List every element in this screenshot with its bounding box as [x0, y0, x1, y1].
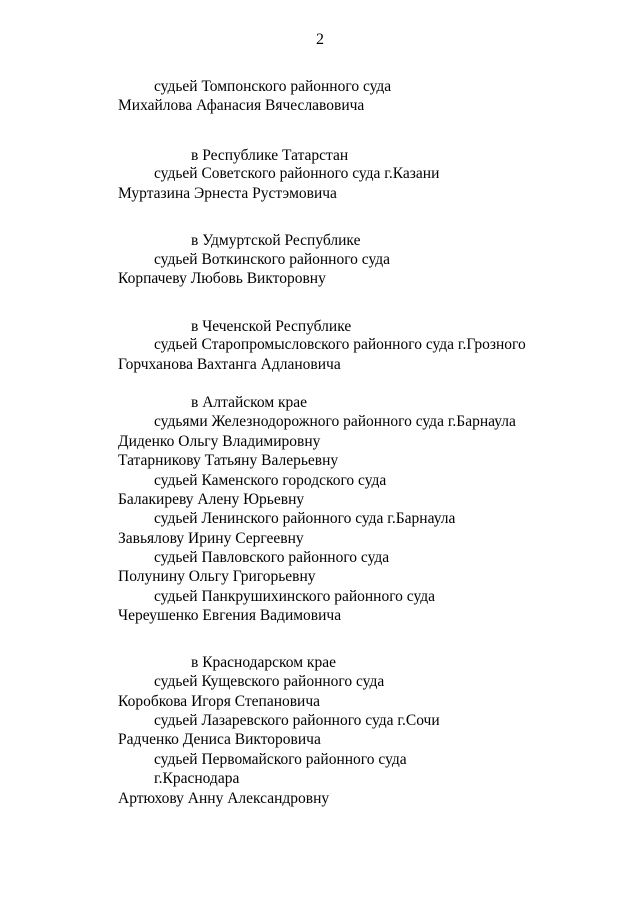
region-heading: в Алтайском крае	[191, 394, 308, 411]
court-line: судьей Павловского районного суда	[154, 549, 390, 566]
judge-name: Горчханова Вахтанга Адлановича	[118, 356, 341, 373]
court-line: судьей Томпонского районного суда	[154, 78, 392, 95]
court-line: г.Краснодара	[154, 770, 240, 787]
judge-name: Татарникову Татьяну Валерьевну	[118, 452, 339, 469]
page-number: 2	[316, 31, 324, 48]
judge-name: Радченко Дениса Викторовича	[118, 731, 321, 748]
court-line: судьей Лазаревского районного суда г.Сочи	[154, 712, 440, 729]
court-line: судьей Первомайского районного суда	[154, 751, 407, 768]
judge-name: Полунину Ольгу Григорьевну	[118, 568, 316, 585]
judge-name: Череушенко Евгения Вадимовича	[118, 607, 342, 624]
region-heading: в Республике Татарстан	[191, 147, 349, 164]
judge-name: Артюхову Анну Александровну	[118, 790, 330, 807]
judge-name: Коробкова Игоря Степановича	[118, 693, 321, 710]
judge-name: Балакиреву Алену Юрьевну	[118, 491, 305, 508]
court-line: судьей Советского районного суда г.Казани	[154, 165, 440, 182]
court-line: судьей Панкрушихинского районного суда	[154, 588, 436, 605]
court-line: судьей Воткинского районного суда	[154, 251, 391, 268]
judge-name: Михайлова Афанасия Вячеславовича	[118, 97, 365, 114]
judge-name: Корпачеву Любовь Викторовну	[118, 270, 326, 287]
court-line: судьей Ленинского районного суда г.Барнаула	[154, 510, 456, 527]
region-heading: в Чеченской Республике	[191, 318, 352, 335]
court-line: судьей Кущевского районного суда	[154, 673, 385, 690]
court-line: судьей Старопромысловского районного суда г.Грозного	[154, 336, 526, 353]
judge-name: Муртазина Эрнеста Рустэмовича	[118, 185, 337, 202]
judge-name: Диденко Ольгу Владимировну	[118, 433, 321, 450]
court-line: судьями Железнодорожного районного суда г.Барнаула	[154, 413, 516, 430]
region-heading: в Удмуртской Республике	[191, 232, 361, 249]
judge-name: Завьялову Ирину Сергеевну	[118, 530, 304, 547]
court-line: судьей Каменского городского суда	[154, 472, 387, 489]
region-heading: в Краснодарском крае	[191, 654, 336, 671]
